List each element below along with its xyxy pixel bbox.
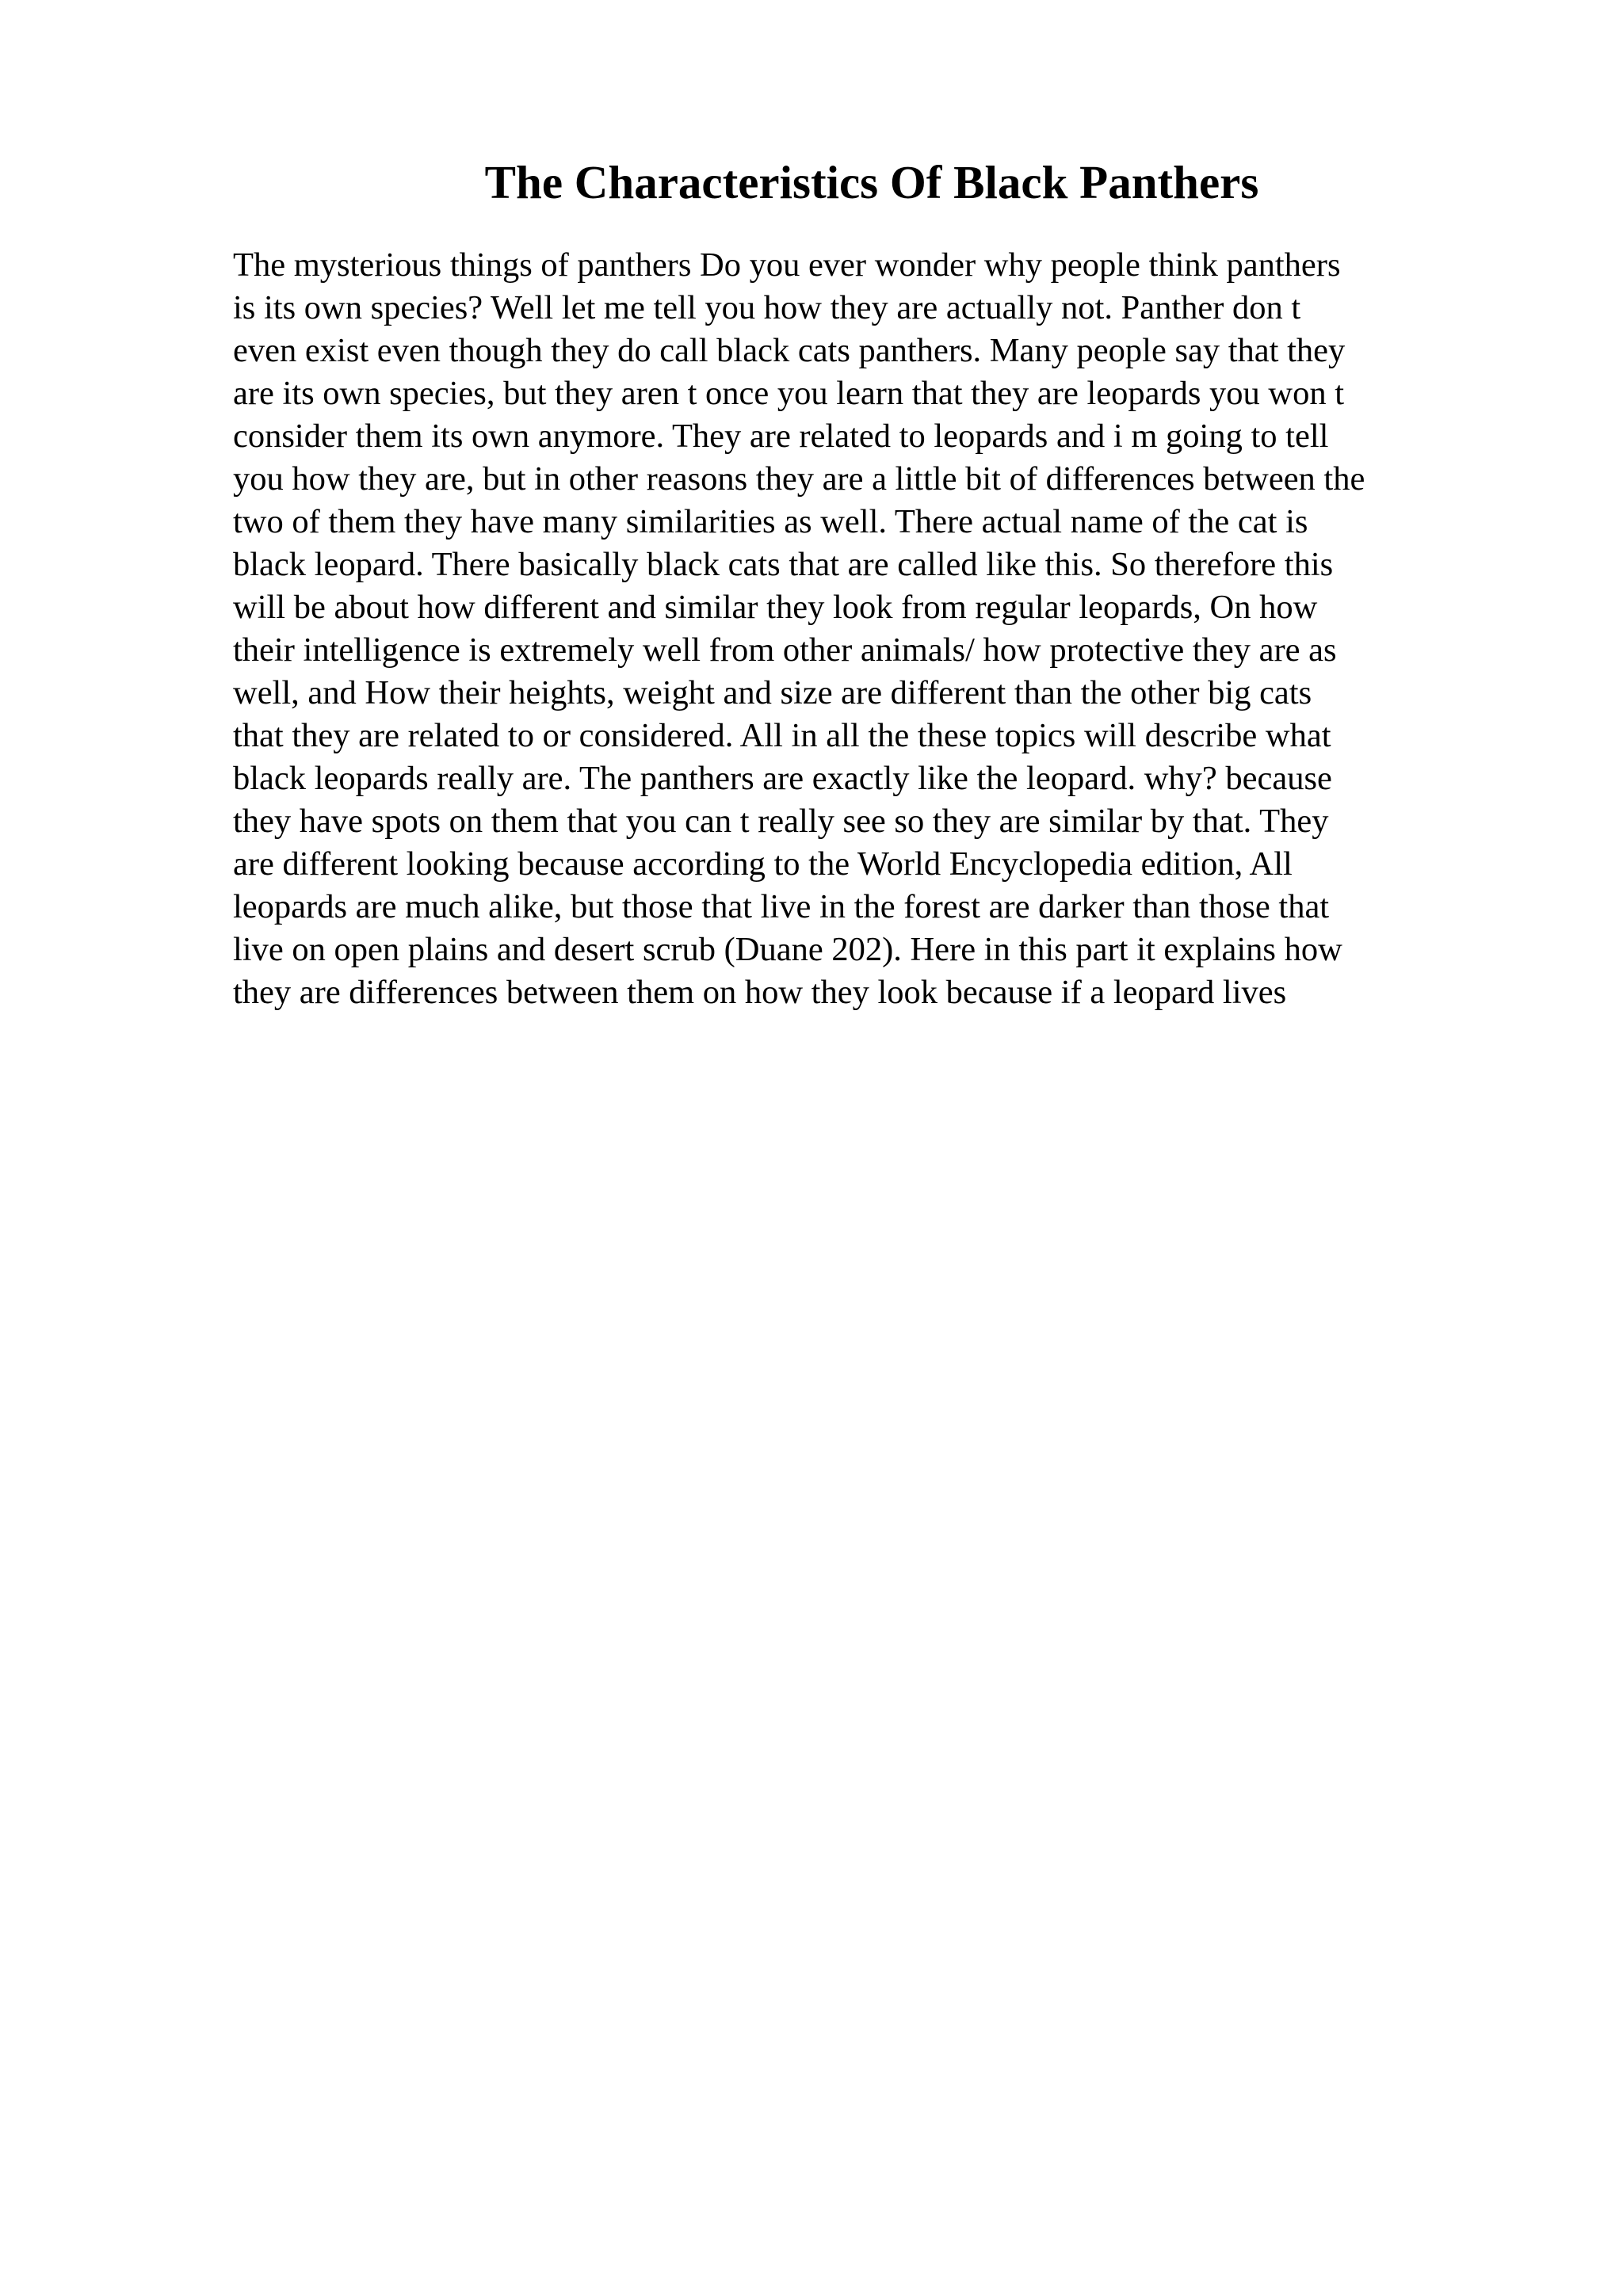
body-line: leopards are much alike, but those that live in the forest are darker than those that	[233, 888, 1330, 925]
body-line: you how they are, but in other reasons they are a little bit of differences between the	[233, 460, 1365, 498]
body-line: their intelligence is extremely well from other animals/ how protective they are as	[233, 631, 1337, 669]
body-line: even exist even though they do call black cats panthers. Many people say that they	[233, 332, 1346, 369]
body-line: live on open plains and desert scrub (Duane 202). Here in this part it explains how	[233, 931, 1342, 968]
body-line: they are differences between them on how they look because if a leopard lives	[233, 974, 1287, 1011]
document-body	[233, 244, 1501, 1014]
body-line: two of them they have many similarities as well. There actual name of the cat is	[233, 503, 1308, 540]
body-line: that they are related to or considered. All in all the these topics will describe what	[233, 717, 1331, 754]
body-line: black leopards really are. The panthers are exactly like the leopard. why? because	[233, 760, 1332, 797]
body-line: consider them its own anymore. They are related to leopards and i m going to tell	[233, 418, 1329, 455]
body-line: well, and How their heights, weight and size are different than the other big cats	[233, 674, 1312, 711]
body-line: are different looking because according to the World Encyclopedia edition, All	[233, 845, 1293, 883]
body-line: The mysterious things of panthers Do you ever wonder why people think panthers	[233, 246, 1341, 284]
document-title: The Characteristics Of Black Panthers	[484, 156, 1259, 208]
body-line: will be about how different and similar they look from regular leopards, On how	[233, 589, 1318, 626]
body-line: are its own species, but they aren t once you learn that they are leopards you won t	[233, 375, 1345, 412]
body-line: they have spots on them that you can t really see so they are similar by that. They	[233, 803, 1329, 840]
body-line: black leopard. There basically black cats that are called like this. So therefore this	[233, 546, 1334, 583]
body-line: is its own species? Well let me tell you how they are actually not. Panther don t	[233, 289, 1301, 326]
